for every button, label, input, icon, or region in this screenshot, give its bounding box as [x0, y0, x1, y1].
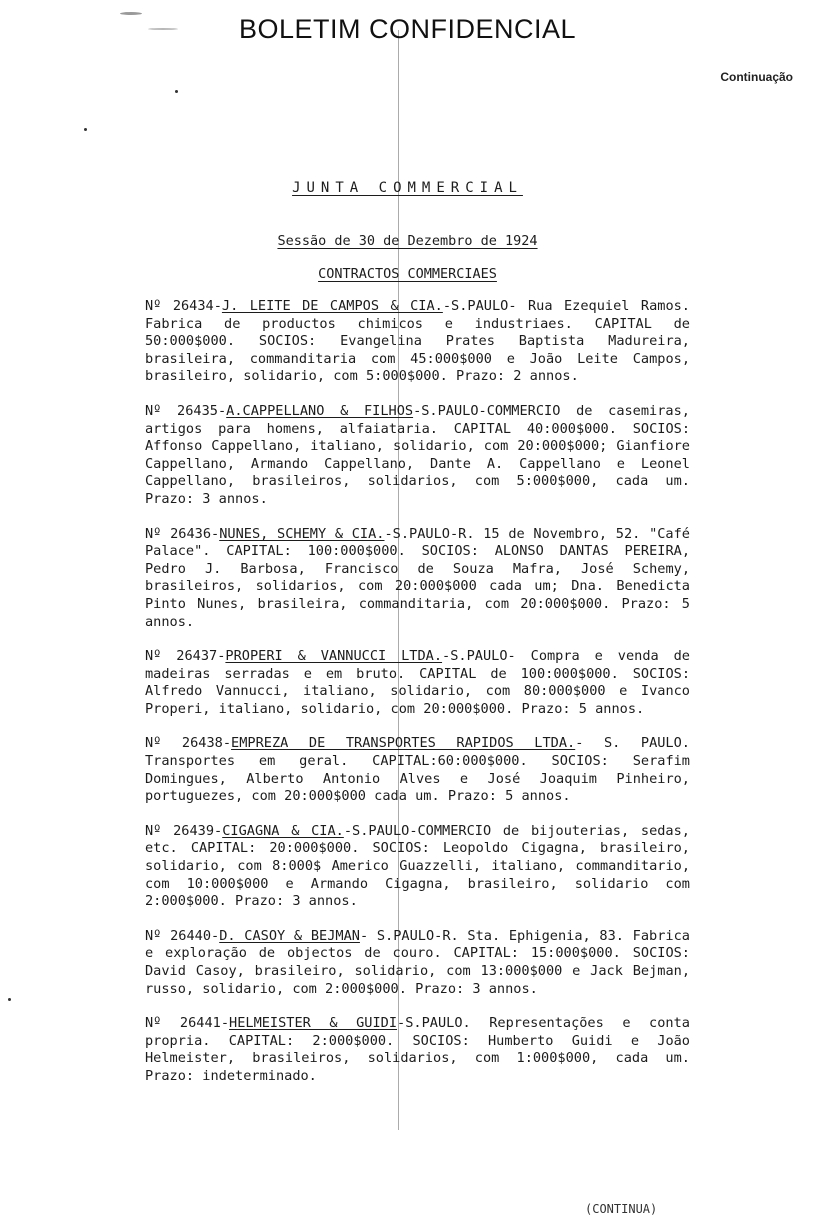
contract-entry: [145, 648, 690, 718]
entry-number: Nº 26435-: [145, 402, 227, 419]
firm-name: EMPREZA DE TRANSPORTES RAPIDOS LTDA.: [231, 735, 576, 752]
ink-speck: [8, 998, 11, 1001]
session-date: Sessão de 30 de Dezembro de 1924: [277, 233, 538, 249]
firm-name: A.CAPPELLANO & FILHOS: [226, 402, 414, 419]
entry-number: Nº 26434-: [145, 298, 222, 314]
entry-text: -S.PAULO-R. 15 de Novembro, 52. "Café Palace". CAPITAL: 100:000$000. SOCIOS: ALONSO DANTAS PEREIRA, Pedro J. Barbosa, Francisco de Souza Mafra, José Schemy, brasileiros, solidarios, com 20:000$000 cada um; Dna. Benedicta Pinto Nunes, brasileira, commanditaria, com 20:000$000. Prazo: 5 annos.: [145, 525, 690, 630]
entry-text: - S.PAULO-R. Sta. Ephigenia, 83. Fabrica e exploração de objectos de couro. CAPITAL: 15:000$000. SOCIOS: David Casoy, brasileiro, solidario, com 13:000$000 e Jack Bejman, russo, solidario, com 2:000$000. Prazo: 3 annos.: [145, 927, 690, 997]
entry-text: -S.PAULO-COMMERCIO de casemiras, artigos para homens, alfaiataria. CAPITAL 40:000$000. SOCIOS: Affonso Cappellano, italiano, solidario, com 20:000$000; Gianfiore Cappellano, Armando Cappellano, Dante A. Cappellano e Leonel Cappellano, brasileiros, solidarios, com 5:000$000, cada um. Prazo: 3 annos.: [145, 402, 690, 507]
continuation-label: Continuação: [720, 70, 793, 84]
entry-text: -S.PAULO-COMMERCIO de bijouterias, sedas, etc. CAPITAL: 20:000$000. SOCIOS: Leopoldo Cigagna, brasileiro, solidario, com 8:000$ Americo Guazzelli, italiano, commanditario, com 10:000$000 e Armando Cigagna, brasileiro, solidario com 2:000$000. Prazo: 3 annos.: [145, 822, 690, 910]
entry-text: -S.PAULO- Compra e venda de madeiras serradas e em bruto. CAPITAL de 100:000$000. SOCIOS: Alfredo Vannucci, italiano, solidario, com 80:000$000 e Ivanco Properi, italiano, solidario, com 20:000$000. Prazo: 5 annos.: [145, 648, 690, 717]
contract-entry: [145, 526, 690, 632]
entry-number: Nº 26436-: [145, 525, 220, 542]
continua-label: (CONTINUA): [585, 1202, 658, 1216]
ink-speck: [84, 128, 87, 131]
entry-number: Nº 26439-: [145, 822, 223, 839]
entry-number: Nº 26440-: [145, 927, 220, 944]
contract-entry: [145, 298, 690, 386]
section-title: JUNTA COMMERCIAL: [292, 180, 523, 196]
firm-name: CIGAGNA & CIA.: [222, 822, 344, 839]
entry-text: -S.PAULO. Representações e conta propria. CAPITAL: 2:000$000. SOCIOS: Humberto Guidi e João Helmeister, brasileiros, solidarios, com 1:000$000, cada um. Prazo: indeterminado.: [145, 1015, 690, 1084]
contracts-list: [145, 298, 690, 1103]
contract-entry: [145, 823, 690, 911]
document-header-title: BOLETIM CONFIDENCIAL: [238, 14, 577, 44]
firm-name: PROPERI & VANNUCCI LTDA.: [225, 648, 443, 665]
entry-number: Nº 26438-: [145, 735, 232, 752]
entry-number: Nº 26437-: [145, 648, 226, 665]
entry-text: - S. PAULO. Transportes em geral. CAPITAL:60:000$000. SOCIOS: Serafim Domingues, Alberto Antonio Alves e José Joaquim Pinheiro, portuguezes, com 20:000$000 cada um. Prazo: 5 annos.: [145, 735, 690, 805]
ink-speck: [175, 90, 178, 93]
firm-name: HELMEISTER & GUIDI: [229, 1015, 398, 1032]
contract-entry: [145, 1015, 690, 1085]
firm-name: NUNES, SCHEMY & CIA.: [219, 525, 385, 542]
firm-name: J. LEITE DE CAMPOS & CIA.: [221, 298, 443, 314]
entry-number: Nº 26441-: [145, 1015, 230, 1032]
entry-text: -S.PAULO- Rua Ezequiel Ramos. Fabrica de productos chimicos e industriaes. CAPITAL de 50:000$000. SOCIOS: Evangelina Prates Baptista Madureira, brasileira, commanditaria com 45:000$000 e João Leite Campos, brasileiro, solidario, com 5:000$000. Prazo: 2 annos.: [145, 298, 690, 385]
contracts-subheading: CONTRACTOS COMMERCIAES: [318, 266, 497, 282]
contract-entry: [145, 403, 690, 509]
contract-entry: [145, 735, 690, 805]
contract-entry: [145, 928, 690, 998]
firm-name: D. CASOY & BEJMAN: [219, 927, 360, 944]
